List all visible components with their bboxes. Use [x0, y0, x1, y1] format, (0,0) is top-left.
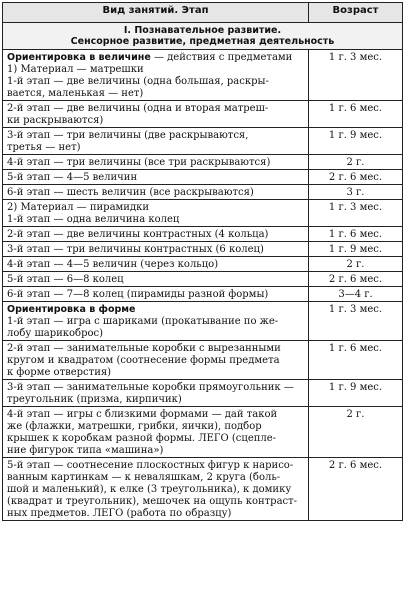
age-cell: 1 г. 6 мес. [309, 101, 403, 128]
activity-line [7, 259, 304, 271]
activity-line [7, 484, 304, 496]
activity-text: — действия с предметами [150, 52, 293, 63]
activity-text: кругом и квадратом (соотнесение формы предмета [7, 355, 280, 366]
age-cell: 3 г. [309, 185, 403, 200]
table-row [3, 170, 403, 185]
activities-table [2, 2, 403, 521]
age-cell: 1 г. 9 мес. [309, 128, 403, 155]
activity-line [7, 103, 304, 115]
activity-line [7, 394, 304, 406]
table-row [3, 380, 403, 407]
table-row [3, 200, 403, 227]
activity-line [7, 52, 304, 64]
activity-stage-cell [3, 185, 309, 200]
activity-line [7, 328, 304, 340]
activity-text: 5-й этап — 6—8 колец [7, 274, 124, 285]
table-row [3, 407, 403, 458]
activity-stage-cell [3, 242, 309, 257]
table-row [3, 272, 403, 287]
activity-text: 3-й этап — три величины (две раскрываются, [7, 130, 249, 141]
activity-line [7, 409, 304, 421]
activity-line [7, 460, 304, 472]
activity-line [7, 496, 304, 508]
activity-stage-cell [3, 380, 309, 407]
activity-text: 2) Материал — пирамидки [7, 202, 150, 213]
table-row [3, 302, 403, 341]
activity-line [7, 64, 304, 76]
table-header-row [3, 3, 403, 23]
activity-line [7, 508, 304, 520]
activity-text: шой и маленький), к елке (3 треугольника), к домику [7, 484, 292, 495]
activity-line [7, 304, 304, 316]
table-row [3, 341, 403, 380]
activity-line [7, 355, 304, 367]
header-age: Возраст [309, 3, 403, 23]
header-activity-type: Вид занятий. Этап [3, 3, 309, 23]
table-row [3, 242, 403, 257]
activity-line [7, 382, 304, 394]
age-cell: 2 г. [309, 257, 403, 272]
activity-stage-cell [3, 128, 309, 155]
activity-stage-cell [3, 287, 309, 302]
activity-line [7, 316, 304, 328]
activity-text: 2-й этап — занимательные коробки с вырезанными [7, 343, 281, 354]
age-cell: 1 г. 3 мес. [309, 50, 403, 101]
table-row [3, 227, 403, 242]
activity-line [7, 202, 304, 214]
activity-line [7, 445, 304, 457]
activity-line [7, 274, 304, 286]
activity-text: 6-й этап — 7—8 колец (пирамиды разной формы) [7, 289, 269, 300]
age-cell: 2 г. 6 мес. [309, 170, 403, 185]
activity-stage-cell [3, 155, 309, 170]
activity-text: 5-й этап — 4—5 величин [7, 172, 138, 183]
activity-line [7, 433, 304, 445]
age-cell: 2 г. 6 мес. [309, 458, 403, 521]
activity-stage-cell [3, 50, 309, 101]
activity-text: к форме отверстия) [7, 367, 112, 378]
activity-text: 2-й этап — две величины (одна и вторая матреш- [7, 103, 269, 114]
table-row [3, 185, 403, 200]
age-cell: 2 г. 6 мес. [309, 272, 403, 287]
activity-text: 4-й этап — игры с близкими формами — дай такой [7, 409, 278, 420]
activity-line [7, 244, 304, 256]
activity-text: же (флажки, матрешки, грибки, яички), подбор [7, 421, 262, 432]
activity-text: 1-й этап — две величины (одна большая, раскры- [7, 76, 269, 87]
activity-stage-cell [3, 272, 309, 287]
activity-text: 6-й этап — шесть величин (все раскрываются) [7, 187, 254, 198]
activity-line [7, 142, 304, 154]
activity-stage-cell [3, 101, 309, 128]
activity-text: 3-й этап — три величины контрастных (6 колец) [7, 244, 264, 255]
age-cell: 1 г. 3 мес. [309, 200, 403, 227]
activity-stage-cell [3, 341, 309, 380]
activity-text: 5-й этап — соотнесение плоскостных фигур к нарисо- [7, 460, 294, 471]
activity-stage-cell [3, 227, 309, 242]
activity-text: 4-й этап — 4—5 величин (через кольцо) [7, 259, 219, 270]
section-title-line-1: I. Познавательное развитие. [123, 25, 282, 36]
activity-text: 1) Материал — матрешки [7, 64, 144, 75]
activity-heading: Ориентировка в форме [7, 304, 136, 315]
activity-line [7, 343, 304, 355]
activity-line [7, 289, 304, 301]
activity-stage-cell [3, 458, 309, 521]
table-row [3, 101, 403, 128]
activity-line [7, 187, 304, 199]
activity-line [7, 172, 304, 184]
table-row [3, 155, 403, 170]
table-row [3, 287, 403, 302]
activity-line [7, 130, 304, 142]
age-cell: 3—4 г. [309, 287, 403, 302]
activity-line [7, 76, 304, 88]
activity-stage-cell [3, 257, 309, 272]
activity-text: 1-й этап — игра с шариками (прокатывание по же- [7, 316, 279, 327]
activity-text: ки раскрываются) [7, 115, 104, 126]
age-cell: 2 г. [309, 407, 403, 458]
table-row [3, 50, 403, 101]
activity-text: 1-й этап — одна величина колец [7, 214, 180, 225]
activity-stage-cell [3, 200, 309, 227]
age-cell: 1 г. 3 мес. [309, 302, 403, 341]
table-row [3, 458, 403, 521]
activity-heading: Ориентировка в величине [7, 52, 151, 63]
activity-text: 2-й этап — две величины контрастных (4 кольца) [7, 229, 269, 240]
age-cell: 1 г. 6 мес. [309, 227, 403, 242]
activity-text: 3-й этап — занимательные коробки прямоугольник — [7, 382, 294, 393]
activity-line [7, 157, 304, 169]
activity-line [7, 367, 304, 379]
activity-line [7, 115, 304, 127]
activity-line [7, 472, 304, 484]
age-cell: 1 г. 9 мес. [309, 380, 403, 407]
activity-text: треугольник (призма, кирпичик) [7, 394, 182, 405]
activity-line [7, 421, 304, 433]
age-cell: 1 г. 6 мес. [309, 341, 403, 380]
activity-line [7, 229, 304, 241]
activity-text: крышек к коробкам разной формы. ЛЕГО (сцепле- [7, 433, 277, 444]
activity-text: вается, маленькая — нет) [7, 88, 144, 99]
section-title [3, 23, 403, 50]
activity-text: (квадрат и треугольник), мешочек на ощупь контраст- [7, 496, 298, 507]
activity-stage-cell [3, 302, 309, 341]
activity-text: 4-й этап — три величины (все три раскрываются) [7, 157, 271, 168]
activity-text: третья — нет) [7, 142, 81, 153]
section-title-line-2: Сенсорное развитие, предметная деятельность [70, 36, 335, 47]
activity-text: ванным картинкам — к неваляшкам, 2 круга (боль- [7, 472, 281, 483]
activity-line [7, 88, 304, 100]
activity-text: лобу шарикоброс) [7, 328, 103, 339]
section-row [3, 23, 403, 50]
activity-text: ных предметов. ЛЕГО (работа по образцу) [7, 508, 232, 519]
activity-text: ние фигурок типа «машина») [7, 445, 164, 456]
table-row [3, 128, 403, 155]
age-cell: 1 г. 9 мес. [309, 242, 403, 257]
activity-stage-cell [3, 407, 309, 458]
table-row [3, 257, 403, 272]
activity-stage-cell [3, 170, 309, 185]
activity-line [7, 214, 304, 226]
age-cell: 2 г. [309, 155, 403, 170]
